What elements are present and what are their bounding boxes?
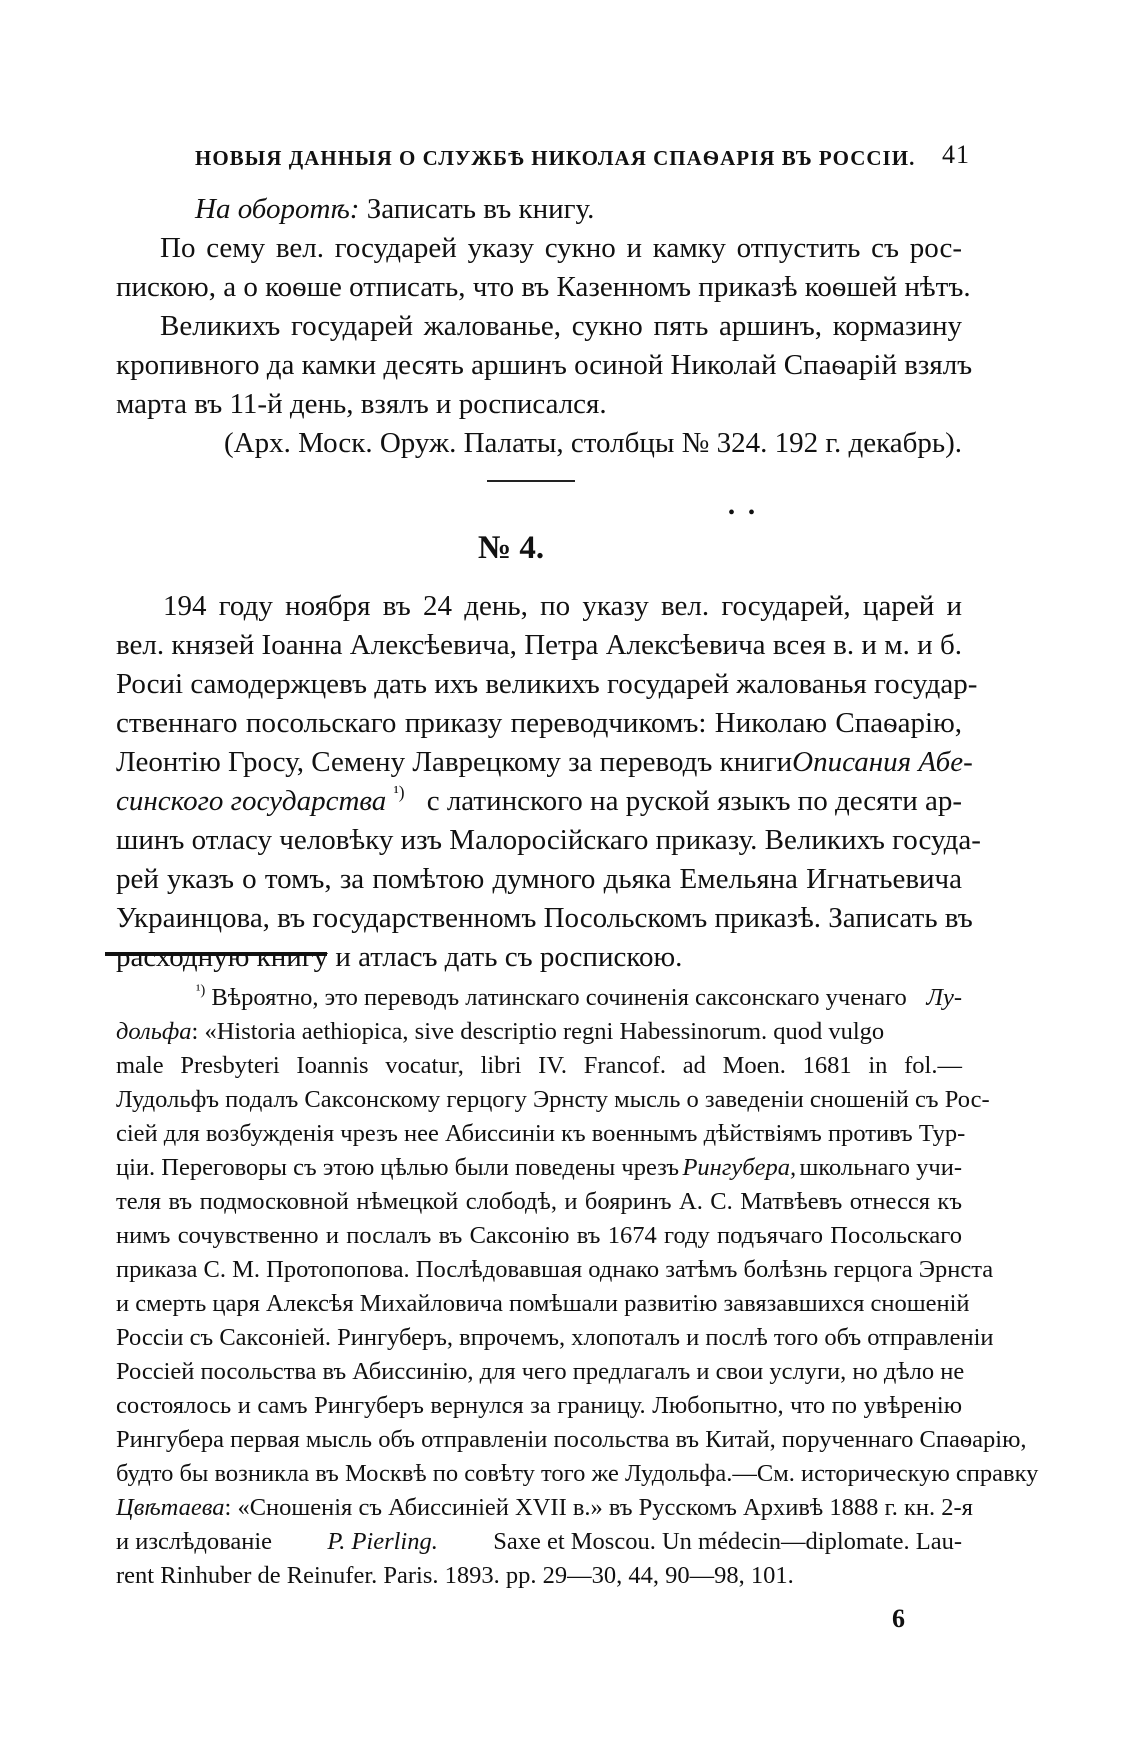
footnote-line-6-start: ціи. Переговоры съ этою цѣлью были поведены чрезъ [116, 1154, 680, 1181]
section-divider [487, 480, 575, 482]
footnote-line-18: rent Rinhuber de Reinufer. Paris. 1893. pp. 29—30, 44, 90—98, 101. [116, 1562, 794, 1589]
footnote-line-16-rest: : «Сношенія съ Абиссиніей XVII в.» въ Русскомъ Архивѣ 1888 г. кн. 2-я [224, 1494, 973, 1521]
signature-mark: 6 [892, 1604, 905, 1633]
doc4-line-6 [116, 781, 962, 818]
footnote-line-17-rest: Saxe et Moscou. Un médecin—diplomate. Lau- [493, 1528, 962, 1555]
doc4-line-10-text: расходную книгу и атласъ дать съ роспискою. [116, 941, 683, 973]
footnote-line-17-start: и изслѣдованіе [116, 1528, 273, 1555]
running-head-title: НОВЫЯ ДАННЫЯ О СЛУЖБѢ НИКОЛАЯ СПАѲАРІЯ ВЪ РОССІИ. [195, 146, 916, 170]
doc3-para2-line-1: Великихъ государей жалованье, сукно пять аршинъ, кормазину [160, 310, 962, 342]
doc3-italic-prefix: На оборотѣ: [195, 193, 360, 225]
doc4-line-5 [116, 746, 973, 779]
doc4-italic-title-1: Описания Абе- [792, 746, 973, 778]
doc4-line-2: вел. князей Іоанна Алексѣевича, Петра Алексѣевича всея в. и м. и б. [116, 629, 962, 661]
doc4-line-4: ственнаго посольскаго приказу переводчикомъ: Николаю Спаѳарію, [116, 707, 962, 739]
doc3-line-1 [195, 193, 594, 226]
footnote-line-2-italic: дольфа [116, 1018, 192, 1045]
doc4-line-10 [116, 941, 962, 974]
footnote-line-6-italic: Рингубера, [682, 1154, 797, 1181]
footnote-line-9: приказа С. М. Протопопова. Послѣдовавшая однако затѣмъ болѣзнь герцога Эрнста [116, 1256, 994, 1283]
doc4-line-3: Росиі самодержцевъ дать ихъ великихъ государей жалованья государ- [116, 668, 978, 700]
doc4-line-6-start [116, 781, 405, 818]
running-head [195, 140, 970, 180]
footnote-line-17 [116, 1530, 962, 1555]
footnote-line-2-rest: : «Historia aethiopica, sive descriptio regni Habessinorum. quod vulgo [191, 1018, 885, 1045]
footnote-marker: ¹) [196, 982, 206, 999]
document-heading: № 4. [478, 530, 545, 566]
footnote-rule [105, 952, 327, 956]
footnote-line-7: теля въ подмосковной нѣмецкой слободѣ, и бояринъ А. С. Матвѣевъ отнесся къ [116, 1188, 962, 1215]
footnote-line-6-rest: школьнаго учи- [799, 1154, 962, 1181]
footnote-line-4: Лудольфъ подалъ Саксонскому герцогу Эрнсту мысль о заведеніи сношеній съ Рос- [116, 1086, 990, 1113]
doc4-line-7: шинъ отласу человѣку изъ Малоросійскаго приказу. Великихъ госуда- [116, 824, 981, 856]
doc4-italic-title-2: синского государства [116, 785, 387, 817]
footnote-line-1-italic: Лу- [926, 984, 962, 1011]
footnote-line-1-start [196, 982, 907, 1011]
footnote-line-1-text: Вѣроятно, это переводъ латинскаго сочиненія саксонскаго ученаго [211, 984, 907, 1011]
footnote-line-6 [116, 1156, 962, 1181]
footnote-line-2 [116, 1020, 962, 1045]
doc3-para2-line-2: кропивного да камки десять аршинъ осиной Николай Спаѳарій взялъ [116, 349, 973, 381]
footnote-line-16-italic: Цвѣтаева [116, 1494, 225, 1521]
footnote-line-8: нимъ сочувственно и послалъ въ Саксонію въ 1674 году подъячаго Посольскаго [116, 1222, 962, 1249]
doc3-para1-line-2: пискою, а о коѳше отписать, что въ Казенномъ приказѣ коѳшей нѣтъ. [116, 271, 971, 303]
footnote-line-5: сіей для возбужденія чрезъ нее Абиссиніи къ военнымъ дѣйствіямъ противъ Тур- [116, 1120, 966, 1147]
footnote-line-16 [116, 1494, 973, 1521]
doc4-footnote-marker: ¹) [393, 781, 405, 802]
footnote-line-11: Россіи съ Саксоніей. Рингуберъ, впрочемъ, хлопоталъ и послѣ того объ отправленіи [116, 1324, 994, 1351]
footnote-line-14: Рингубера первая мысль объ отправленіи посольства въ Китай, порученнаго Спаѳарію, [116, 1426, 1027, 1453]
footnote-line-3: male Presbyteri Ioannis vocatur, libri IV. Francof. ad Moen. 1681 in fol.— [116, 1052, 962, 1079]
footnote-line-13: состоялось и самъ Рингуберъ вернулся за границу. Любопытно, что по увѣренію [116, 1392, 962, 1419]
footnote-line-15: будто бы возникла въ Москвѣ по совѣту того же Лудольфа.—См. историческую справку [116, 1460, 1039, 1487]
doc4-line-1: 194 году ноября въ 24 день, по указу вел. государей, царей и [163, 590, 962, 622]
page-number: 41 [942, 140, 970, 169]
doc3-line-1-rest: Записать въ книгу. [359, 193, 595, 225]
footnote-line-17-italic: P. Pierling. [327, 1528, 438, 1555]
doc3-para1-line-1: По сему вел. государей указу сукно и камку отпустить съ рос- [160, 232, 962, 264]
doc4-line-5-text: Леонтію Гросу, Семену Лаврецкому за переводъ книги [116, 746, 793, 778]
stray-marks: • • [728, 502, 760, 524]
doc4-line-9: Украинцова, въ государственномъ Посольскомъ приказѣ. Записать въ [116, 902, 973, 934]
doc3-source: (Арх. Моск. Оруж. Палаты, столбцы № 324. 192 г. декабрь). [224, 427, 962, 459]
doc3-para2-line-3: марта въ 11-й день, взялъ и росписался. [116, 388, 607, 420]
footnote-line-10: и смерть царя Алексѣя Михайловича помѣшали развитію завязавшихся сношеній [116, 1290, 970, 1317]
footnote-line-12: Россіей посольства въ Абиссинію, для чего предлагалъ и свои услуги, но дѣло не [116, 1358, 965, 1385]
doc4-line-6-rest: с латинского на руской языкъ по десяти ар- [426, 785, 962, 817]
doc4-line-8: рей указъ о томъ, за помѣтою думного дьяка Емельяна Игнатьевича [116, 863, 962, 895]
footnote-line-1 [196, 982, 962, 1011]
